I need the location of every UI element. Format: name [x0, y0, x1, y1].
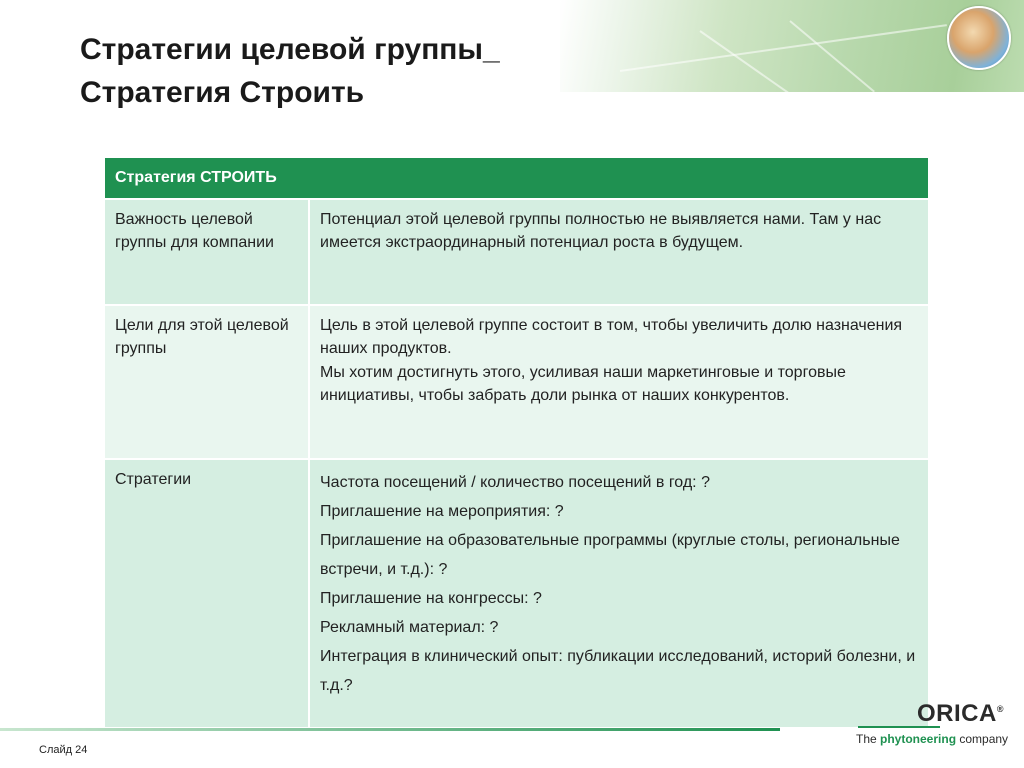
row-label: Важность целевой группы для компании	[104, 199, 309, 305]
leaf-vein	[699, 30, 798, 92]
value-line: Рекламный материал: ?	[320, 618, 499, 636]
slide-number: Слайд 24	[39, 744, 88, 756]
brand-tagline	[856, 732, 1008, 746]
value-line: Частота посещений / количество посещений в год: ?	[320, 473, 710, 491]
row-label: Стратегии	[104, 459, 309, 728]
value-line: Приглашение на образовательные программы (круглые столы, региональные встречи, и т.д.): ?	[320, 531, 900, 578]
row-value	[309, 459, 929, 728]
footer-divider	[0, 728, 780, 731]
value-line: Потенциал этой целевой группы полностью не выявляется нами. Там у нас имеется экстраординарный потенциал роста в будущем.	[320, 210, 882, 251]
logo-text	[917, 700, 1004, 728]
strategy-table	[103, 156, 930, 729]
brand-logo	[858, 700, 1008, 750]
table-row	[104, 459, 929, 728]
table-row	[104, 305, 929, 459]
table-header: Стратегия СТРОИТЬ	[104, 157, 929, 199]
tagline-suffix: company	[956, 732, 1009, 746]
tagline-highlight: phytoneering	[880, 732, 957, 746]
leaf-vein	[620, 24, 947, 72]
row-value	[309, 305, 929, 459]
value-line: Приглашение на конгрессы: ?	[320, 589, 542, 607]
value-line: Интеграция в клинический опыт: публикации исследований, историй болезни, и т.д.?	[320, 647, 916, 694]
people-photo-icon	[947, 6, 1011, 70]
row-value	[309, 199, 929, 305]
table-row	[104, 199, 929, 305]
logo-word: ORICA	[917, 700, 997, 727]
registered-icon: ®	[996, 704, 1004, 714]
tagline-prefix: The	[856, 732, 881, 746]
value-line: Цель в этой целевой группе состоит в том, чтобы увеличить долю назначения наших продуктов.	[320, 316, 903, 357]
value-line: Мы хотим достигнуть этого, усиливая наши маркетинговые и торговые инициативы, чтобы забрать доли рынка от наших конкурентов.	[320, 363, 846, 404]
page-title	[80, 28, 500, 114]
leaf-vein	[789, 20, 875, 92]
title-line-2: Стратегия Строить	[80, 76, 365, 109]
value-line: Приглашение на мероприятия: ?	[320, 502, 564, 520]
row-label: Цели для этой целевой группы	[104, 305, 309, 459]
title-line-1: Стратегии целевой группы_	[80, 33, 500, 66]
